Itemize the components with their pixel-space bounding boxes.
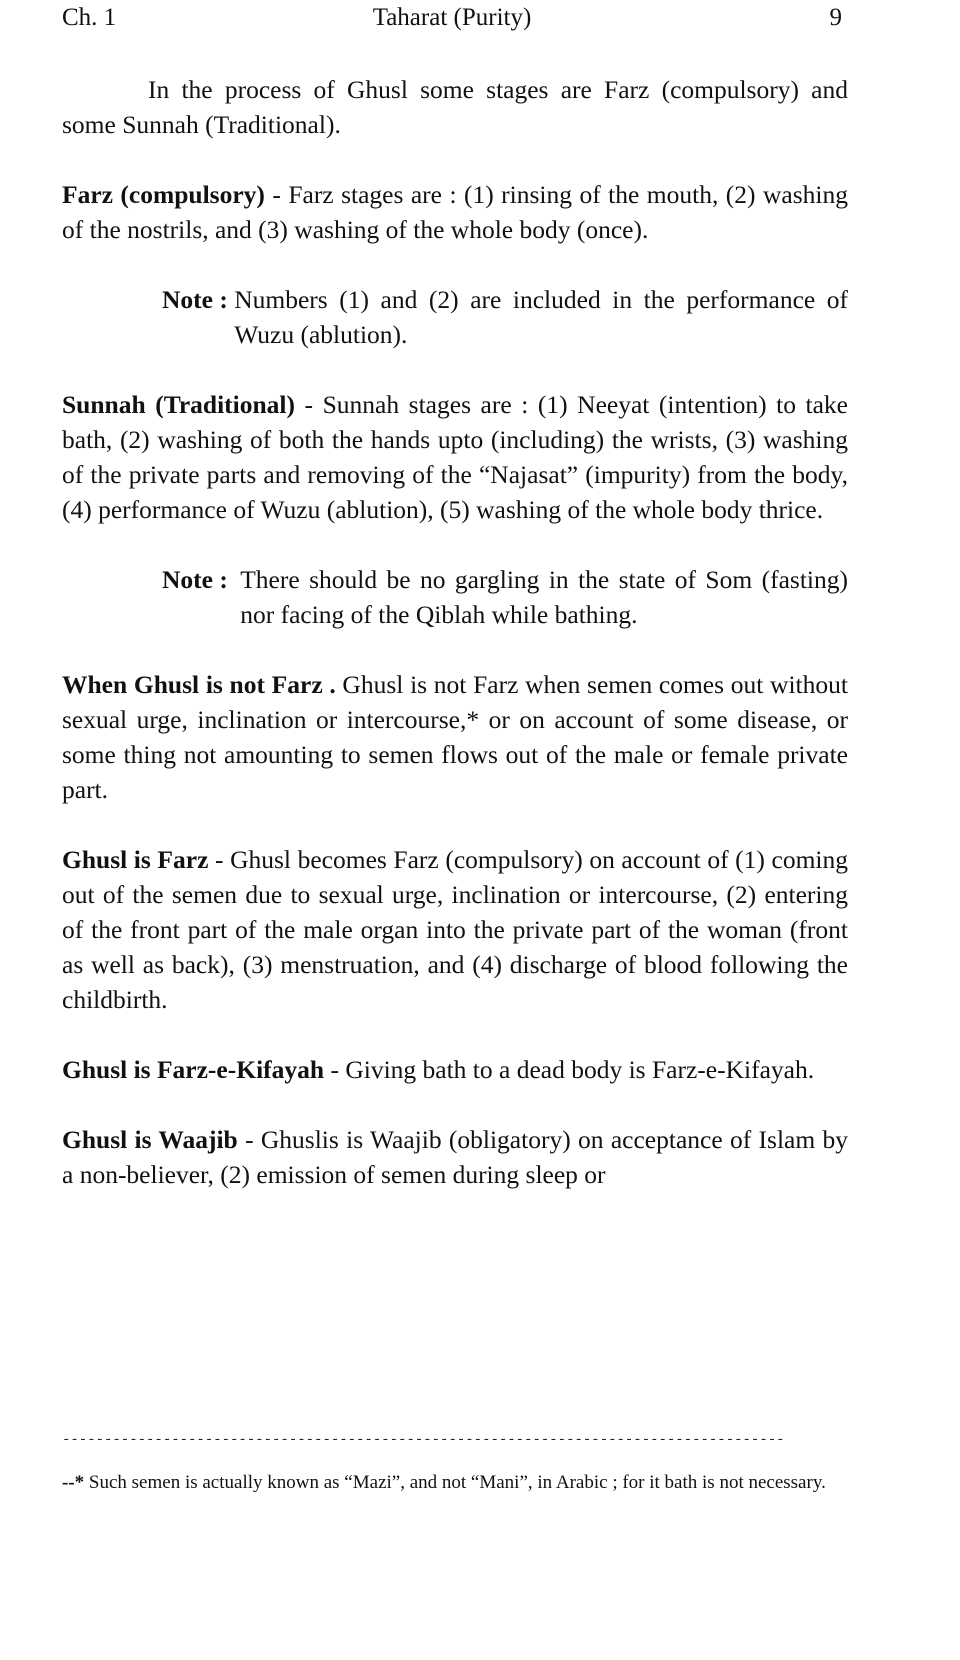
note-label: Note : bbox=[162, 565, 235, 594]
intro-paragraph: In the process of Ghusl some stages are Farz (compulsory) and some Sunnah (Traditional). bbox=[62, 75, 848, 139]
footnote-mark: --* bbox=[62, 1472, 85, 1493]
chapter-label: Ch. 1 bbox=[62, 4, 117, 31]
waajib-term: Ghusl is Waajib bbox=[62, 1125, 238, 1154]
note-text: There should be no gargling in the state of Som (fasting) nor facing of the Qiblah while bathing. bbox=[240, 565, 848, 629]
kifayah-term: Ghusl is Farz-e-Kifayah bbox=[62, 1055, 325, 1084]
footnote-separator: -------------------------------------------------------------------------------------- bbox=[62, 1432, 785, 1448]
note-label: Note : bbox=[162, 285, 235, 314]
farz-paragraph bbox=[62, 177, 848, 247]
sunnah-term: Sunnah (Traditional) bbox=[62, 390, 295, 419]
page-number: 9 bbox=[829, 4, 842, 31]
farz-term: Farz (compulsory) bbox=[62, 180, 265, 209]
kifayah-text: - Giving bath to a dead body is Farz-e-Kifayah. bbox=[324, 1055, 815, 1084]
note-gargling bbox=[62, 562, 848, 632]
kifayah-paragraph bbox=[62, 1052, 848, 1087]
footnote-text: Such semen is actually known as “Mazi”, and not “Mani”, in Arabic ; for it bath is not necessary. bbox=[84, 1472, 826, 1493]
farz-text: - Farz stages are : (1) rinsing of the mouth, (2) washing of the nostrils, and (3) washing of the whole body (once). bbox=[62, 180, 848, 244]
is-farz-term: Ghusl is Farz bbox=[62, 845, 209, 874]
not-farz-term: When Ghusl is not Farz . bbox=[62, 670, 336, 699]
not-farz-paragraph bbox=[62, 667, 848, 807]
running-title: Taharat (Purity) bbox=[372, 4, 532, 31]
not-farz-text: Ghusl is not Farz when semen comes out without sexual urge, inclination or intercourse,* or on account of some disease, or some thing not amounting to semen flows out of the male or female private part. bbox=[62, 670, 848, 804]
waajib-paragraph bbox=[62, 1122, 848, 1192]
page-header bbox=[62, 4, 842, 40]
footnote bbox=[62, 1468, 848, 1498]
note-numbers bbox=[62, 282, 848, 352]
note-text: Numbers (1) and (2) are included in the performance of Wuzu (ablution). bbox=[234, 285, 848, 349]
sunnah-paragraph bbox=[62, 387, 848, 527]
is-farz-paragraph bbox=[62, 842, 848, 1017]
waajib-text: - Ghuslis is Waajib (obligatory) on acceptance of Islam by a non-believer, (2) emission of semen during sleep or bbox=[62, 1125, 848, 1189]
sunnah-text: - Sunnah stages are : (1) Neeyat (intention) to take bath, (2) washing of both the hands upto (including) the wrists, (3) washing of the private parts and removing of the “Najasat” (impurity) from the body, (4) performance of Wuzu (ablution), (5) washing of the whole body thrice. bbox=[62, 390, 849, 524]
page-body bbox=[62, 72, 848, 1227]
is-farz-text: - Ghusl becomes Farz (compulsory) on account of (1) coming out of the semen due to sexual urge, inclination or intercourse, (2) entering of the front part of the male organ into the private part of the woman (front as well as back), (3) menstruation, and (4) discharge of blood following the childbirth. bbox=[62, 845, 848, 1014]
